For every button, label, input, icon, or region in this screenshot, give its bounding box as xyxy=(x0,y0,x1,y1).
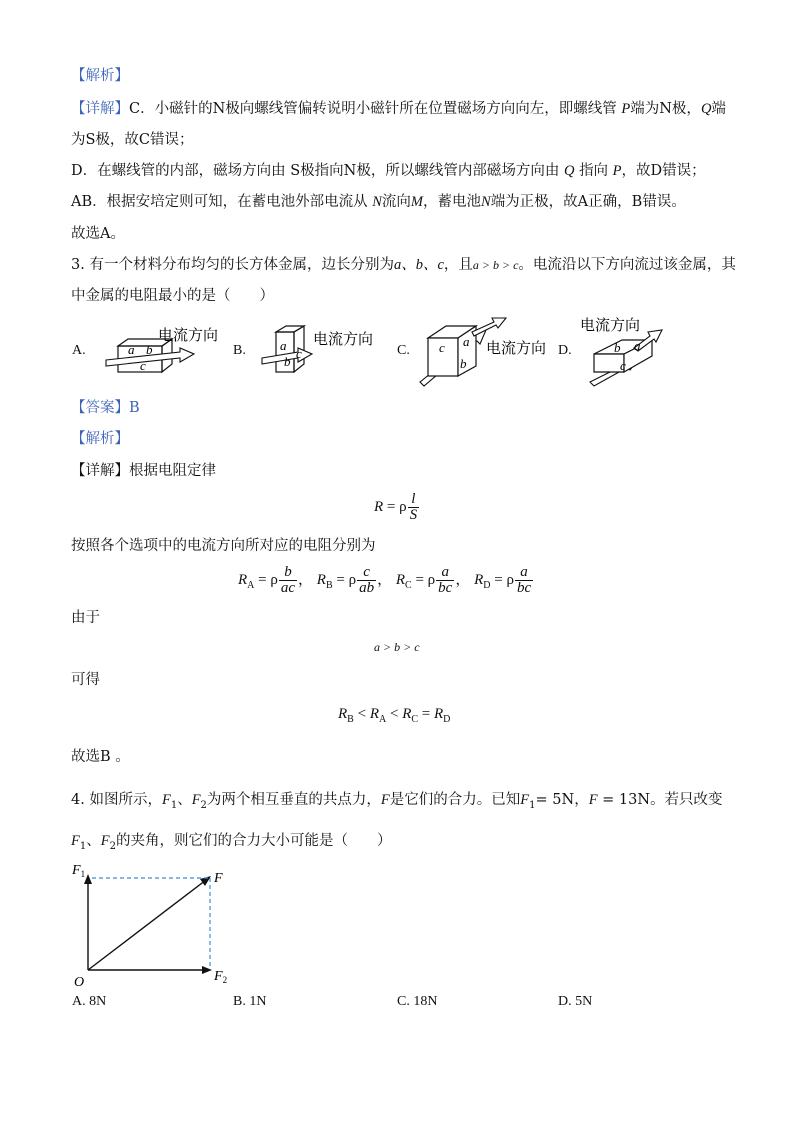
q3-detail-line2: 按照各个选项中的电流方向所对应的电阻分别为 xyxy=(71,538,376,554)
edge-label-a: a xyxy=(280,338,287,353)
analysis-heading-q2: 【解析】 xyxy=(71,68,129,84)
q3-option-d-label: D. xyxy=(558,343,572,358)
resultant-vector xyxy=(88,880,206,970)
q4-option-d[interactable]: D. 5N xyxy=(558,994,593,1009)
edge-label-b: b xyxy=(614,340,621,355)
condition-formula: a > b > c xyxy=(374,640,420,654)
edge-label-b: b xyxy=(460,356,467,371)
edge-label-a: a xyxy=(634,338,641,353)
edge-label-b: b xyxy=(284,354,291,369)
q3-because: 由于 xyxy=(71,610,100,626)
resistance-options-formula: $R_A = \rho$ $\frac{b}{ac}$ ， $R_B = \rho$ $\frac{c}{ab}$ ， $R_C = \rho$ $\frac{a}{bc}$ ， $R_D = \rho$ $\frac{a}{bc}$ xyxy=(238,564,532,596)
q3-figure-c xyxy=(414,314,564,390)
q3-figure-a xyxy=(104,322,228,380)
detail-tag: 【详解】 xyxy=(71,101,129,117)
f2-label: $F_2$ xyxy=(214,969,228,985)
f1-label: $F_1$ xyxy=(72,863,86,879)
edge-label-a: a xyxy=(128,342,135,357)
f1-arrowhead xyxy=(84,874,92,884)
edge-label-a: a xyxy=(463,334,470,349)
edge-label-c: c xyxy=(140,358,146,373)
q4-option-b[interactable]: B. 1N xyxy=(233,994,267,1009)
q3-stem-line1: 3. 有一个材料分布均匀的长方体金属，边长分别为a、b、c，且a > b > c。电流沿以下方向流过该金属，其 xyxy=(71,257,736,273)
q3-option-c-label: C. xyxy=(397,343,410,358)
q4-force-diagram xyxy=(66,858,246,990)
q3-figure-d xyxy=(578,314,678,388)
q3-conclusion: 故选B 。 xyxy=(71,749,130,765)
q3-option-b-label: B. xyxy=(233,343,246,358)
q2-detail-line1: 【详解】C．小磁针的N极向螺线管偏转说明小磁针所在位置磁场方向向左，即螺线管 P端为N极，Q端 xyxy=(71,101,726,117)
q2-detail-line2: 为S极，故C错误； xyxy=(71,132,194,148)
resistance-law-formula: R = ρ $\frac{l}{S}$ xyxy=(374,491,418,523)
q4-stem-line1: 4. 如图所示，$F_1$、$F_2$为两个相互垂直的共点力，F是它们的合力。已知$F_1= 5N$，F = 13N。若只改变 xyxy=(71,792,723,811)
q3-figure-b xyxy=(258,322,388,380)
resultant-label: F xyxy=(214,871,223,886)
q2-conclusion: 故选A。 xyxy=(71,226,125,242)
q3-detail-line1: 【详解】根据电阻定律 xyxy=(71,463,216,479)
current-arrow-upper xyxy=(472,318,506,336)
q3-option-a-label: A. xyxy=(72,343,86,358)
q3-therefore: 可得 xyxy=(71,672,100,688)
current-direction-label: 电流方向 xyxy=(158,328,219,344)
current-direction-label: 电流方向 xyxy=(313,332,374,348)
analysis-heading-q3: 【解析】 xyxy=(71,431,129,447)
edge-label-c: c xyxy=(439,340,445,355)
q3-stem-line2: 中金属的电阻最小的是（ ） xyxy=(71,288,274,304)
q3-answer: 【答案】B xyxy=(71,400,140,416)
f2-arrowhead xyxy=(202,966,212,974)
q4-option-c[interactable]: C. 18N xyxy=(397,994,438,1009)
edge-label-b: b xyxy=(146,342,153,357)
current-direction-label: 电流方向 xyxy=(486,341,547,357)
q2-detail-line4: AB．根据安培定则可知，在蓄电池外部电流从 N流向M，蓄电池N端为正极，故A正确，B错误。 xyxy=(71,194,686,210)
edge-label-c: c xyxy=(620,358,626,373)
q2-detail-line3: D．在螺线管的内部，磁场方向由 S极指向N极，所以螺线管内部磁场方向由 Q 指向 P，故D错误； xyxy=(71,163,706,179)
q4-stem-line2: $F_1$、$F_2$的夹角，则它们的合力大小可能是（ ） xyxy=(71,833,392,852)
current-direction-label: 电流方向 xyxy=(580,318,641,334)
origin-label: O xyxy=(74,975,85,990)
q4-option-a[interactable]: A. 8N xyxy=(72,994,107,1009)
edge-label-c: c xyxy=(296,346,302,361)
result-formula: $R_B < R_A < R_C = R_D$ xyxy=(338,706,451,725)
